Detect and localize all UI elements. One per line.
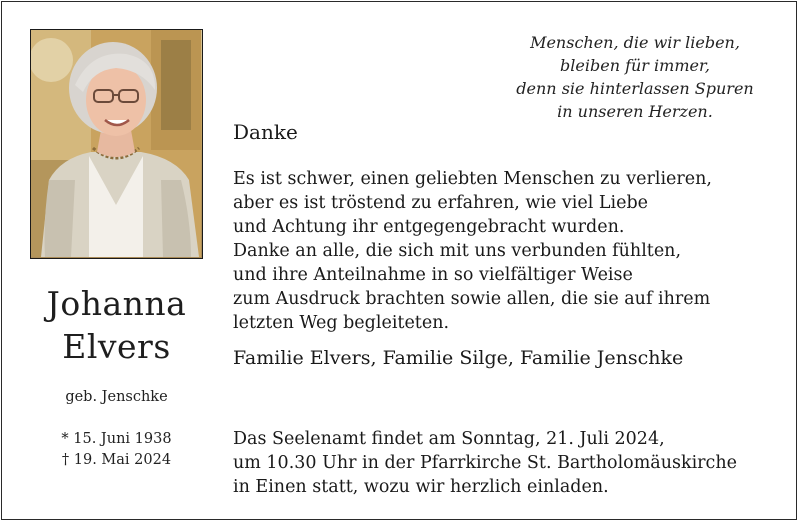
life-dates — [20, 429, 213, 471]
body-line: Es ist schwer, einen geliebten Menschen zu verlieren, — [233, 169, 712, 189]
notice-line: um 10.30 Uhr in der Pfarrkirche St. Bartholomäuskirche — [233, 453, 737, 473]
body-line: letzten Weg begleiteten. — [233, 313, 450, 333]
notice-line: in Einen statt, wozu wir herzlich einladen. — [233, 477, 609, 497]
deceased-last-name: Elvers — [62, 327, 171, 366]
thanks-text — [233, 167, 793, 335]
birth-name: geb. Jenschke — [65, 389, 168, 405]
birth-date: * 15. Juni 1938 — [61, 431, 172, 447]
body-line: und Achtung ihr entgegengebracht wurden. — [233, 217, 625, 237]
motto-line: Menschen, die wir lieben, — [530, 33, 740, 52]
motto-quote — [485, 31, 785, 123]
body-line: aber es ist tröstend zu erfahren, wie viel Liebe — [233, 193, 649, 213]
body-line: zum Ausdruck brachten sowie allen, die sie auf ihrem — [233, 289, 711, 309]
portrait-photo — [30, 29, 203, 259]
notice-line: Das Seelenamt findet am Sonntag, 21. Juli 2024, — [233, 429, 665, 449]
deceased-first-name: Johanna — [46, 284, 187, 323]
thanks-heading: Danke — [233, 120, 298, 144]
motto-line: in unseren Herzen. — [557, 102, 713, 121]
family-signature: Familie Elvers, Familie Silge, Familie Jenschke — [233, 347, 684, 369]
body-line: Danke an alle, die sich mit uns verbunden fühlten, — [233, 241, 682, 261]
motto-line: bleiben für immer, — [560, 56, 710, 75]
death-date: † 19. Mai 2024 — [61, 452, 172, 468]
memorial-service-notice — [233, 427, 793, 499]
body-line: und ihre Anteilnahme in so vielfältiger Weise — [233, 265, 633, 285]
motto-line: denn sie hinterlassen Spuren — [516, 79, 754, 98]
